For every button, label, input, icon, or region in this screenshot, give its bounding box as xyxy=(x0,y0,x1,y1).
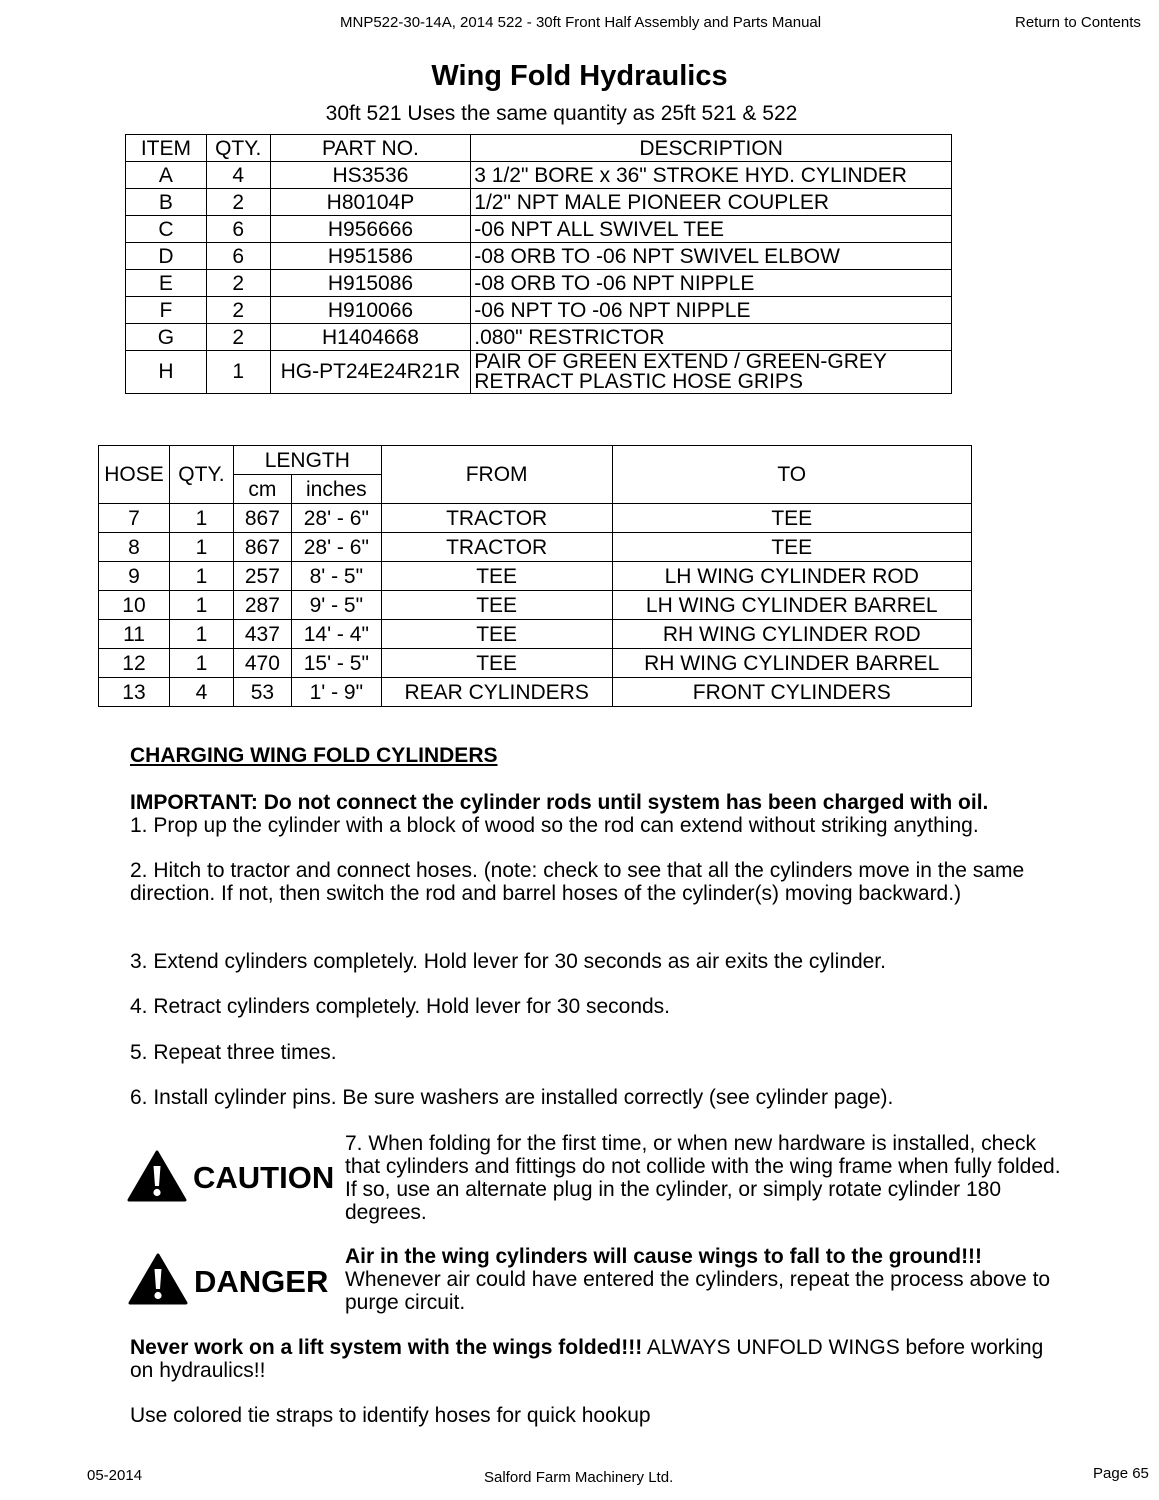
inches-cell: 14' - 4" xyxy=(291,620,381,649)
table-row xyxy=(99,504,972,533)
header-hose: HOSE xyxy=(99,446,170,504)
from-cell: TEE xyxy=(381,649,612,678)
step-3: 3. Extend cylinders completely. Hold lever for 30 seconds as air exits the cylinder. xyxy=(130,950,886,973)
header-qty: QTY. xyxy=(206,135,270,162)
description-cell: -06 NPT ALL SWIVEL TEE xyxy=(471,216,952,243)
header-from: FROM xyxy=(381,446,612,504)
qty-cell: 2 xyxy=(206,324,270,351)
part-no-cell: H956666 xyxy=(270,216,471,243)
hose-cell: 11 xyxy=(99,620,170,649)
to-cell: LH WING CYLINDER ROD xyxy=(612,562,971,591)
hose-cell: 9 xyxy=(99,562,170,591)
header-to: TO xyxy=(612,446,971,504)
hose-cell: 10 xyxy=(99,591,170,620)
part-no-cell: H1404668 xyxy=(270,324,471,351)
cm-cell: 867 xyxy=(233,504,291,533)
to-cell: RH WING CYLINDER ROD xyxy=(612,620,971,649)
qty-cell: 1 xyxy=(206,351,270,394)
qty-cell: 6 xyxy=(206,243,270,270)
table-row xyxy=(99,649,972,678)
description-cell: 1/2" NPT MALE PIONEER COUPLER xyxy=(471,189,952,216)
description-line-2: RETRACT PLASTIC HOSE GRIPS xyxy=(474,370,803,393)
header-qty: QTY. xyxy=(169,446,233,504)
header-inches: inches xyxy=(291,475,381,504)
cm-cell: 867 xyxy=(233,533,291,562)
item-cell: D xyxy=(126,243,207,270)
part-no-cell: H915086 xyxy=(270,270,471,297)
header-description: DESCRIPTION xyxy=(471,135,952,162)
from-cell: REAR CYLINDERS xyxy=(381,678,612,707)
description-cell: 3 1/2" BORE x 36" STROKE HYD. CYLINDER xyxy=(471,162,952,189)
to-cell: TEE xyxy=(612,504,971,533)
step-6: 6. Install cylinder pins. Be sure washers are installed correctly (see cylinder page). xyxy=(130,1086,894,1109)
header-part-no: PART NO. xyxy=(270,135,471,162)
from-cell: TEE xyxy=(381,591,612,620)
hose-cell: 12 xyxy=(99,649,170,678)
part-no-cell: H80104P xyxy=(270,189,471,216)
table-row xyxy=(126,189,952,216)
part-no-cell: H910066 xyxy=(270,297,471,324)
description-cell xyxy=(471,351,952,394)
description-cell: -06 NPT TO -06 NPT NIPPLE xyxy=(471,297,952,324)
cm-cell: 287 xyxy=(233,591,291,620)
part-no-cell: HG-PT24E24R21R xyxy=(270,351,471,394)
description-cell: -08 ORB TO -06 NPT NIPPLE xyxy=(471,270,952,297)
qty-cell: 1 xyxy=(169,533,233,562)
hose-cell: 8 xyxy=(99,533,170,562)
tie-straps-note: Use colored tie straps to identify hoses for quick hookup xyxy=(130,1404,651,1427)
inches-cell: 28' - 6" xyxy=(291,504,381,533)
table-row xyxy=(126,243,952,270)
qty-cell: 4 xyxy=(206,162,270,189)
step-4: 4. Retract cylinders completely. Hold lever for 30 seconds. xyxy=(130,995,671,1018)
table-row xyxy=(99,678,972,707)
hose-table-header xyxy=(99,446,972,475)
table-row xyxy=(99,591,972,620)
item-cell: H xyxy=(126,351,207,394)
footer-company: Salford Farm Machinery Ltd. xyxy=(484,1469,674,1486)
to-cell: LH WING CYLINDER BARREL xyxy=(612,591,971,620)
danger-label: DANGER xyxy=(194,1264,329,1299)
qty-cell: 1 xyxy=(169,591,233,620)
step-5: 5. Repeat three times. xyxy=(130,1041,337,1064)
table-row xyxy=(126,351,952,394)
part-no-cell: HS3536 xyxy=(270,162,471,189)
step-1: 1. Prop up the cylinder with a block of wood so the rod can extend without striking anything. xyxy=(130,814,979,837)
inches-cell: 9' - 5" xyxy=(291,591,381,620)
item-cell: F xyxy=(126,297,207,324)
footer-date: 05-2014 xyxy=(87,1467,143,1484)
never-work-note xyxy=(130,1336,1060,1382)
qty-cell: 4 xyxy=(169,678,233,707)
table-row xyxy=(126,270,952,297)
document-header-title: MNP522-30-14A, 2014 522 - 30ft Front Half Assembly and Parts Manual xyxy=(340,14,822,31)
table-row xyxy=(99,620,972,649)
table-row xyxy=(126,297,952,324)
qty-cell: 2 xyxy=(206,270,270,297)
hose-table xyxy=(98,445,972,707)
header-cm: cm xyxy=(233,475,291,504)
description-cell: .080" RESTRICTOR xyxy=(471,324,952,351)
from-cell: TEE xyxy=(381,562,612,591)
table-row xyxy=(126,216,952,243)
never-bold-text: Never work on a lift system with the wings folded!!! xyxy=(130,1336,643,1359)
danger-text: Whenever air could have entered the cylinders, repeat the process above to purge circuit. xyxy=(345,1268,1051,1314)
hose-cell: 13 xyxy=(99,678,170,707)
qty-cell: 1 xyxy=(169,649,233,678)
from-cell: TEE xyxy=(381,620,612,649)
caution-label: CAUTION xyxy=(193,1160,335,1195)
cm-cell: 437 xyxy=(233,620,291,649)
from-cell: TRACTOR xyxy=(381,504,612,533)
page-subtitle: 30ft 521 Uses the same quantity as 25ft 521 & 522 xyxy=(325,102,798,125)
table-row xyxy=(126,162,952,189)
parts-table xyxy=(125,134,952,394)
page-title: Wing Fold Hydraulics xyxy=(431,60,728,92)
item-cell: G xyxy=(126,324,207,351)
qty-cell: 6 xyxy=(206,216,270,243)
return-to-contents-link[interactable]: Return to Contents xyxy=(1015,14,1141,31)
description-cell: -08 ORB TO -06 NPT SWIVEL ELBOW xyxy=(471,243,952,270)
parts-table-header xyxy=(126,135,952,162)
qty-cell: 1 xyxy=(169,562,233,591)
header-length: LENGTH xyxy=(233,446,381,475)
from-cell: TRACTOR xyxy=(381,533,612,562)
step-2: 2. Hitch to tractor and connect hoses. (note: check to see that all the cylinders move in the same direction. If not, then switch the rod and barrel hoses of the cylinder(s) moving backward.) xyxy=(130,859,1025,905)
table-row xyxy=(99,533,972,562)
important-text: IMPORTANT: Do not connect the cylinder rods until system has been charged with oil. xyxy=(130,791,989,814)
danger-bold-text: Air in the wing cylinders will cause wings to fall to the ground!!! xyxy=(345,1245,983,1268)
danger-note xyxy=(345,1245,1055,1314)
inches-cell: 8' - 5" xyxy=(291,562,381,591)
charging-heading: CHARGING WING FOLD CYLINDERS xyxy=(130,744,498,767)
item-cell: B xyxy=(126,189,207,216)
page-number: Page 65 xyxy=(1093,1465,1149,1482)
to-cell: FRONT CYLINDERS xyxy=(612,678,971,707)
qty-cell: 1 xyxy=(169,504,233,533)
table-row xyxy=(99,562,972,591)
inches-cell: 1' - 9" xyxy=(291,678,381,707)
hose-cell: 7 xyxy=(99,504,170,533)
caution-warning-icon xyxy=(127,1150,187,1202)
item-cell: A xyxy=(126,162,207,189)
danger-warning-icon xyxy=(128,1253,188,1305)
to-cell: TEE xyxy=(612,533,971,562)
header-item: ITEM xyxy=(126,135,207,162)
item-cell: E xyxy=(126,270,207,297)
cm-cell: 470 xyxy=(233,649,291,678)
inches-cell: 28' - 6" xyxy=(291,533,381,562)
never-text: ALWAYS UNFOLD WINGS before working on hydraulics!! xyxy=(130,1336,1044,1382)
step-7: 7. When folding for the first time, or when new hardware is installed, check that cylinders and fittings do not collide with the wing frame when fully folded. If so, use an alternate plug in the cylinder, or simply rotate cylinder 180 degrees. xyxy=(345,1132,1061,1224)
qty-cell: 1 xyxy=(169,620,233,649)
qty-cell: 2 xyxy=(206,297,270,324)
table-row xyxy=(126,324,952,351)
inches-cell: 15' - 5" xyxy=(291,649,381,678)
qty-cell: 2 xyxy=(206,189,270,216)
item-cell: C xyxy=(126,216,207,243)
important-note xyxy=(130,791,1090,837)
to-cell: RH WING CYLINDER BARREL xyxy=(612,649,971,678)
description-line-1: PAIR OF GREEN EXTEND / GREEN-GREY xyxy=(474,350,887,374)
part-no-cell: H951586 xyxy=(270,243,471,270)
cm-cell: 53 xyxy=(233,678,291,707)
cm-cell: 257 xyxy=(233,562,291,591)
